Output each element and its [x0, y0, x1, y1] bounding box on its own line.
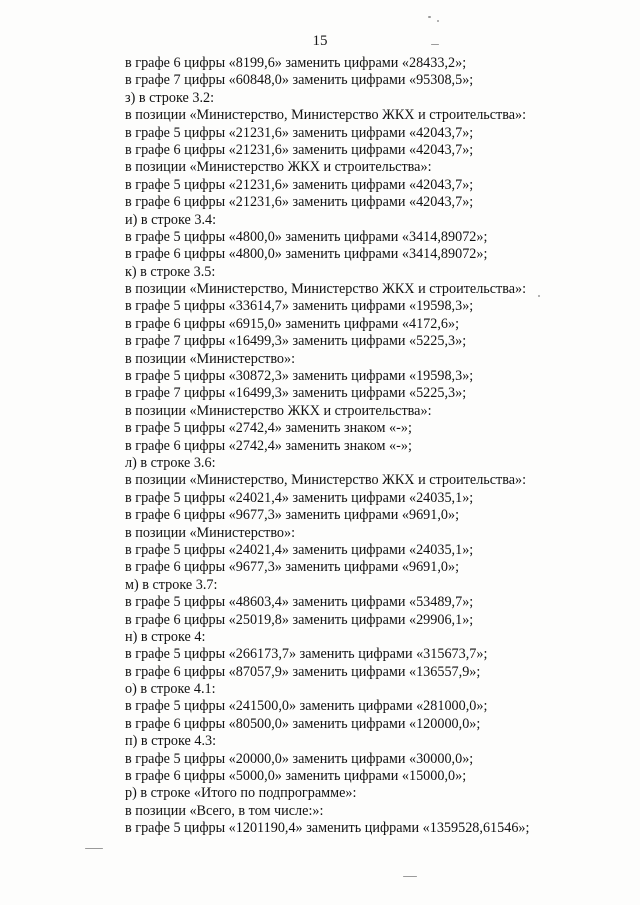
- text-line: в графе 5 цифры «2742,4» заменить знаком «-»;: [125, 420, 412, 437]
- scan-speck: [428, 16, 431, 18]
- text-line: в позиции «Министерство, Министерство ЖКХ и строительства»:: [125, 107, 527, 124]
- text-line: в графе 5 цифры «20000,0» заменить цифрами «30000,0»;: [125, 750, 474, 767]
- text-line: в графе 6 цифры «9677,3» заменить цифрами «9691,0»;: [125, 507, 460, 524]
- text-line: в графе 6 цифры «21231,6» заменить цифрами «42043,7»;: [125, 141, 474, 158]
- text-line: в графе 6 цифры «87057,9» заменить цифрами «136557,9»;: [125, 663, 481, 680]
- scan-speck: [431, 44, 439, 45]
- amendments-text: [125, 55, 595, 838]
- scan-speck: [538, 295, 540, 297]
- text-line: в графе 7 цифры «60848,0» заменить цифрами «95308,5»;: [125, 72, 474, 89]
- scan-speck: [85, 848, 103, 849]
- text-line: л) в строке 3.6:: [125, 454, 216, 471]
- text-line: в графе 5 цифры «4800,0» заменить цифрами «3414,89072»;: [125, 228, 488, 245]
- text-line: к) в строке 3.5:: [125, 263, 216, 280]
- text-line: в графе 6 цифры «25019,8» заменить цифрами «29906,1»;: [125, 611, 474, 628]
- text-line: в позиции «Всего, в том числе:»:: [125, 802, 324, 819]
- text-line: в позиции «Министерство ЖКХ и строительства»:: [125, 402, 432, 419]
- text-line: в графе 6 цифры «9677,3» заменить цифрами «9691,0»;: [125, 559, 460, 576]
- text-line: в графе 5 цифры «24021,4» заменить цифрами «24035,1»;: [125, 489, 474, 506]
- text-line: в графе 7 цифры «16499,3» заменить цифрами «5225,3»;: [125, 385, 467, 402]
- text-line: в графе 5 цифры «30872,3» заменить цифрами «19598,3»;: [125, 368, 474, 385]
- text-line: в графе 5 цифры «266173,7» заменить цифрами «315673,7»;: [125, 646, 488, 663]
- text-line: в графе 6 цифры «6915,0» заменить цифрами «4172,6»;: [125, 315, 460, 332]
- text-line: в графе 6 цифры «8199,6» заменить цифрами «28433,2»;: [125, 55, 467, 71]
- text-line: в графе 5 цифры «1201190,4» заменить цифрами «1359528,61546»;: [125, 820, 530, 837]
- text-line: в графе 5 цифры «21231,6» заменить цифрами «42043,7»;: [125, 176, 474, 193]
- scan-speck: [437, 20, 439, 22]
- text-line: з) в строке 3.2:: [125, 89, 215, 106]
- text-line: в графе 5 цифры «24021,4» заменить цифрами «24035,1»;: [125, 541, 474, 558]
- text-line: в графе 5 цифры «48603,4» заменить цифрами «53489,7»;: [125, 594, 474, 611]
- text-line: в графе 7 цифры «16499,3» заменить цифрами «5225,3»;: [125, 333, 467, 350]
- text-line: в графе 5 цифры «241500,0» заменить цифрами «281000,0»;: [125, 698, 488, 715]
- text-line: в позиции «Министерство»:: [125, 524, 296, 541]
- text-line: п) в строке 4.3:: [125, 733, 217, 750]
- text-line: в позиции «Министерство ЖКХ и строительства»:: [125, 159, 432, 176]
- text-line: в графе 6 цифры «4800,0» заменить цифрами «3414,89072»;: [125, 246, 488, 263]
- text-line: в позиции «Министерство»:: [125, 350, 296, 367]
- text-line: н) в строке 4:: [125, 628, 206, 645]
- text-line: в графе 5 цифры «21231,6» заменить цифрами «42043,7»;: [125, 124, 474, 141]
- text-line: в позиции «Министерство, Министерство ЖКХ и строительства»:: [125, 281, 527, 298]
- text-line: в графе 6 цифры «80500,0» заменить цифрами «120000,0»;: [125, 715, 481, 732]
- page-number: 15: [312, 33, 328, 49]
- text-line: в графе 6 цифры «2742,4» заменить знаком «-»;: [125, 437, 412, 454]
- text-line: м) в строке 3.7:: [125, 576, 218, 593]
- scan-speck: [403, 876, 417, 877]
- text-line: р) в строке «Итого по подпрограмме»:: [125, 785, 357, 802]
- text-line: в позиции «Министерство, Министерство ЖКХ и строительства»:: [125, 472, 527, 489]
- text-line: в графе 6 цифры «21231,6» заменить цифрами «42043,7»;: [125, 194, 474, 211]
- text-line: и) в строке 3.4:: [125, 211, 217, 228]
- text-line: в графе 6 цифры «5000,0» заменить цифрами «15000,0»;: [125, 768, 467, 785]
- text-line: в графе 5 цифры «33614,7» заменить цифрами «19598,3»;: [125, 298, 474, 315]
- text-line: о) в строке 4.1:: [125, 681, 216, 698]
